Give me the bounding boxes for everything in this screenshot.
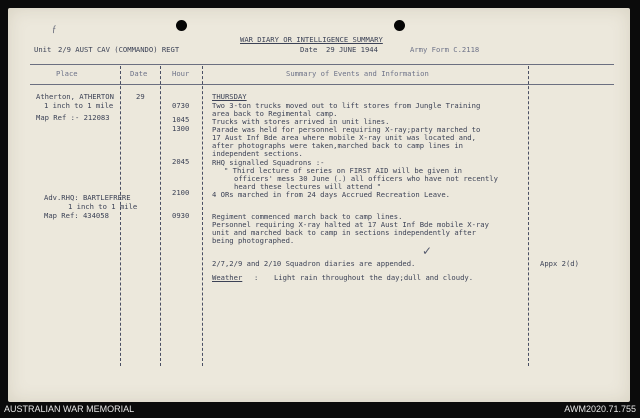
mapref-1: Map Ref :- 212083 (36, 113, 110, 122)
unit-label: Unit (34, 45, 52, 54)
weather-label: Weather (212, 273, 243, 282)
place-1: Atherton, ATHERTON (36, 92, 114, 101)
page-title: WAR DIARY OR INTELLIGENCE SUMMARY (240, 35, 383, 44)
col-rule-1 (120, 66, 121, 366)
header-rule-top (30, 64, 614, 65)
hour-2: 1045 (172, 115, 190, 124)
col-rule-3 (202, 66, 203, 366)
entry-line: 2/7,2/9 and 2/10 Squadron diaries are appended. (212, 259, 416, 268)
col-rule-4 (528, 66, 529, 366)
tick-mark-icon: ✓ (422, 244, 433, 258)
date-label: Date (300, 45, 318, 54)
col-place: Place (56, 69, 78, 78)
hour-1: 0730 (172, 101, 190, 110)
hour-6: 0930 (172, 211, 190, 220)
weather-text: Light rain throughout the day;dull and cloudy. (274, 273, 474, 282)
entry-line: Parade was held for personnel requiring X-ray;party marched to (212, 125, 481, 134)
entry-line: Personnel requiring X-ray halted at 17 Aust Inf Bde mobile X-ray (212, 220, 489, 229)
entry-line: heard these lectures will attend " (234, 182, 382, 191)
date-1: 29 (136, 92, 145, 101)
entry-line: 4 ORs marched in from 24 days Accrued Recreation Leave. (212, 190, 450, 199)
mapref-2: Map Ref: 434058 (44, 211, 109, 220)
hour-5: 2100 (172, 188, 190, 197)
col-summary: Summary of Events and Information (286, 69, 429, 78)
appendix-ref: Appx 2(d) (540, 259, 579, 268)
entry-line: 17 Aust Inf Bde area where mobile X-ray unit was located and, (212, 133, 476, 142)
hour-3: 1300 (172, 124, 190, 133)
col-date: Date (130, 69, 148, 78)
entry-line: " Third lecture of series on FIRST AID will be given in (224, 166, 462, 175)
hour-4: 2045 (172, 157, 190, 166)
col-hour: Hour (172, 69, 190, 78)
diary-page (8, 8, 630, 402)
entry-line: unit and marched back to camp in sections independently after (212, 228, 476, 237)
pencil-mark-icon: ƒ (52, 24, 57, 34)
entry-line: independent sections. (212, 149, 303, 158)
entry-line: Trucks with stores arrived in unit lines. (212, 117, 390, 126)
entry-line: area back to Regimental camp. (212, 109, 338, 118)
weather-separator: : (254, 273, 259, 282)
scale-2: 1 inch to 1 mile (68, 202, 138, 211)
header-rule-bottom (30, 84, 614, 85)
footer-accession: AWM2020.71.755 (564, 404, 636, 414)
place-2: Adv.RHQ: BARTLEFRERE (44, 193, 131, 202)
army-form: Army Form C.2118 (410, 45, 480, 54)
entry-line: being photographed. (212, 236, 295, 245)
entry-line: Two 3-ton trucks moved out to lift stores from Jungle Training (212, 101, 481, 110)
unit-value: 2/9 AUST CAV (COMMANDO) REGT (58, 45, 180, 54)
col-rule-2 (160, 66, 161, 366)
entry-line: after photographs were taken,marched back to camp lines in (212, 141, 463, 150)
punch-hole-right (394, 20, 405, 31)
day-heading: THURSDAY (212, 92, 247, 101)
punch-hole-left (176, 20, 187, 31)
entry-line: RHQ signalled Squadrons :- (212, 158, 325, 167)
scale-1: 1 inch to 1 mile (44, 101, 114, 110)
entry-line: Regiment commenced march back to camp lines. (212, 212, 403, 221)
date-value: 29 JUNE 1944 (326, 45, 378, 54)
entry-line: officers' mess 30 June (.) all officers who have not recently (234, 174, 498, 183)
footer-credit: AUSTRALIAN WAR MEMORIAL (4, 404, 135, 414)
